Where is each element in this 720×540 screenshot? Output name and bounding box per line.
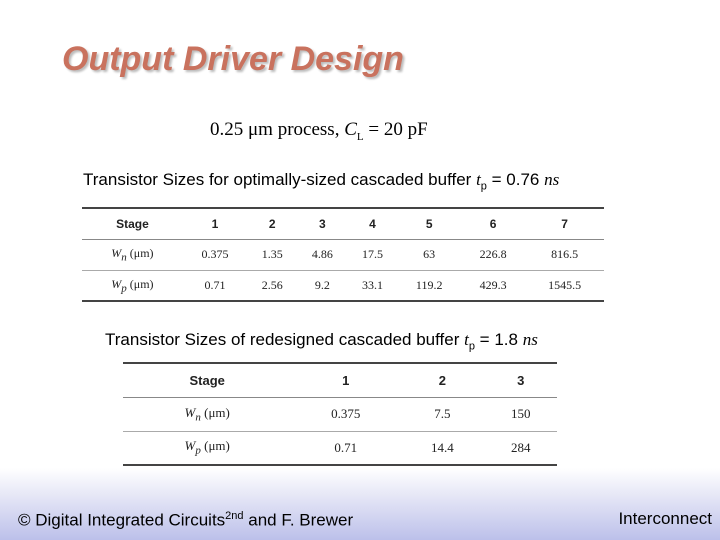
table-cell: 2.56 [261,277,283,292]
process-prefix: 0.25 μm process, [210,119,345,140]
table1-header-cell: Stage [116,216,149,231]
table1-header-cell: 5 [425,216,433,231]
table-cell: 7.5 [434,406,451,421]
table-cell: 63 [423,247,436,261]
table1-header-cell: 2 [268,216,276,231]
footer-credit [18,510,353,531]
caption2-suffix: = 1.8 [474,330,523,349]
table1-header-cell: 6 [489,216,497,231]
process-var: C [344,119,357,140]
caption2-var: t [464,330,469,349]
table-cell: 119.2 [415,277,443,292]
table-cell: 14.4 [430,439,454,455]
table-cell: 226.8 [479,247,507,261]
table-cell: 9.2 [314,277,330,292]
caption2-text: Transistor Sizes of redesigned cascaded buffer [105,330,465,349]
caption1-text: Transistor Sizes for optimally-sized cascaded buffer [83,170,477,189]
caption1-var: t [476,170,481,189]
table-cell: 33.1 [361,277,383,292]
table-cell: 284 [511,439,531,455]
process-suffix: = 20 pF [363,119,428,140]
table-cell: 1.35 [261,247,283,261]
row-label-wn: $W_n$ (μm) [184,404,230,424]
table-cell: 150 [511,406,531,421]
caption-redesigned [105,330,538,352]
caption1-unit: ns [544,170,560,189]
process-spec [210,119,428,143]
table-row [82,239,604,270]
table2-header-cell: 1 [342,372,350,388]
table-cell: 429.3 [479,277,507,292]
caption2-sub: p [468,340,475,353]
table-row [82,270,604,301]
table-cell: 1545.5 [548,277,582,292]
table-cell: 4.86 [311,247,333,261]
footer-left-text: © Digital Integrated Circuits [18,510,226,530]
table1-header-cell: 3 [319,216,326,231]
optimal-sizes-table [82,207,604,302]
footer-sup: 2nd [225,510,244,522]
table2-header-row [123,363,557,397]
table-cell: 816.5 [551,247,579,261]
table1-header-row [82,208,604,239]
redesigned-sizes-table [123,362,557,466]
table1-header-cell: 4 [369,216,376,231]
slide-title: Output Driver Design [62,40,404,78]
table-cell: 0.375 [331,406,361,421]
table-cell: 17.5 [361,247,383,261]
table2-header-cell: 2 [438,372,446,388]
row-label-wp: $W_p$ (μm) [184,438,230,458]
table1-header-cell: 7 [561,216,568,231]
table-row [123,397,557,431]
footer-left-suffix: and F. Brewer [243,510,354,530]
table1-header-cell: 1 [211,216,219,231]
footer-section: Interconnect [618,509,712,528]
caption-optimal [83,170,559,192]
row-label-wn: $W_n$ (μm) [111,245,154,264]
table2-header-cell: Stage [189,372,225,388]
caption1-suffix: = 0.76 [486,170,545,189]
table2-header-cell: 3 [517,372,525,388]
caption2-unit: ns [522,330,538,349]
table-cell: 0.71 [204,277,226,292]
row-label-wp: $W_p$ (μm) [111,276,154,294]
table-cell: 0.375 [201,247,229,261]
table-row [123,431,557,465]
table-cell: 0.71 [334,439,358,455]
process-sub: L [356,130,364,143]
caption1-sub: p [480,180,487,193]
